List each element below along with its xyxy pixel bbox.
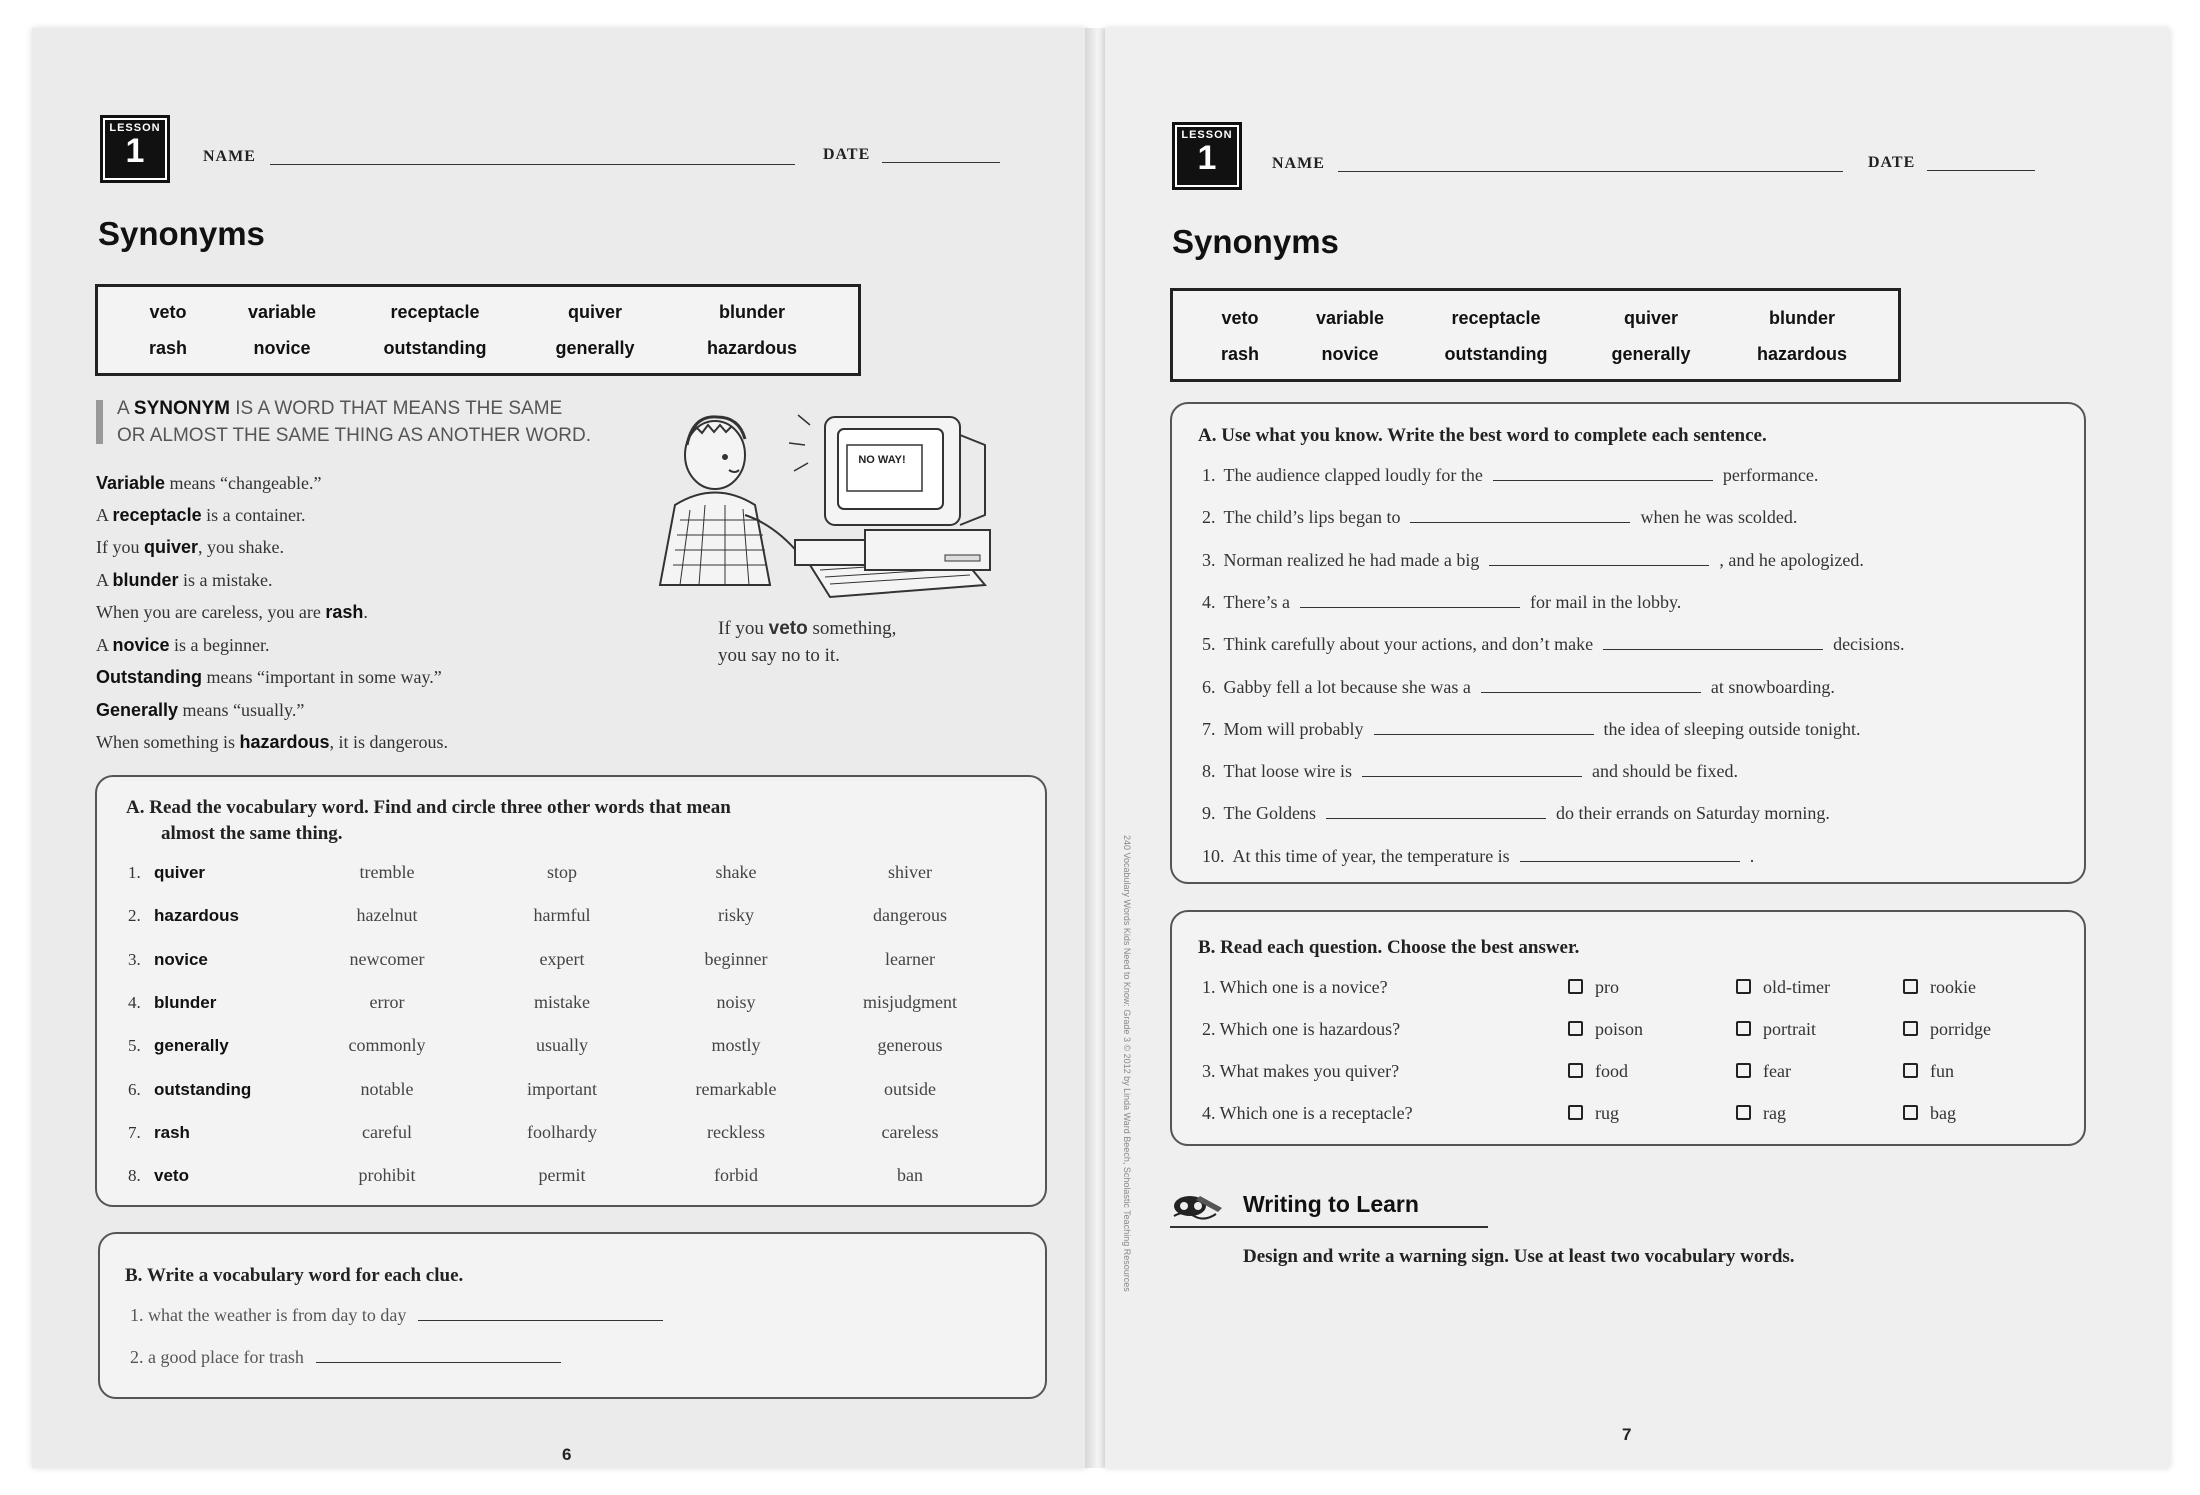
section-b-heading: B. Write a vocabulary word for each clue. <box>125 1265 464 1286</box>
definition-line: A receptacle is a container. <box>96 505 306 525</box>
circle-option[interactable]: remarkable <box>695 1078 777 1099</box>
row-number: 4. <box>128 992 141 1012</box>
answer-blank[interactable] <box>1520 847 1740 862</box>
circle-option[interactable]: careless <box>881 1121 939 1142</box>
circle-option[interactable]: beginner <box>704 948 768 969</box>
vocab-word: outstanding <box>383 338 487 358</box>
vocab-word: variable <box>1315 308 1385 328</box>
answer-choice[interactable]: fun <box>1903 1061 1954 1082</box>
answer-blank[interactable] <box>1300 593 1520 608</box>
page-title: Synonyms <box>1172 223 1339 260</box>
circle-option[interactable]: shake <box>715 862 757 882</box>
row-number: 3. <box>128 949 141 969</box>
lesson-badge <box>1172 122 1242 190</box>
circle-option[interactable]: harmful <box>533 905 591 926</box>
date-label: DATE <box>1868 154 1916 171</box>
circle-option[interactable]: stop <box>546 862 578 882</box>
synonym-definition: A SYNONYM IS A WORD THAT MEANS THE SAME OR ALMOST THE SAME THING AS ANOTHER WORD. <box>117 398 592 446</box>
answer-choice[interactable]: rookie <box>1903 977 1976 998</box>
name-label: NAME <box>203 148 256 165</box>
row-number: 6. <box>128 1079 141 1099</box>
answer-choice[interactable]: poison <box>1568 1019 1643 1040</box>
row-vocab-word: generally <box>154 1036 229 1056</box>
definition-line: When you are careless, you are rash. <box>96 602 368 622</box>
page-number: 6 <box>562 1445 572 1464</box>
date-line[interactable] <box>1927 170 2035 171</box>
answer-blank[interactable] <box>1326 804 1546 819</box>
vocab-word: hazardous <box>706 338 798 358</box>
question-text: 3. What makes you quiver? <box>1202 1061 1400 1081</box>
vocab-word: variable <box>247 302 317 322</box>
header-accent-bar <box>96 400 103 444</box>
circle-option[interactable]: reckless <box>707 1121 765 1142</box>
vocab-word: generally <box>1611 344 1691 364</box>
svg-text:NO WAY!: NO WAY! <box>858 454 906 466</box>
vocab-word: quiver <box>1623 308 1679 328</box>
vocab-word: quiver <box>567 302 623 322</box>
row-vocab-word: hazardous <box>154 906 240 926</box>
lesson-number: 1 <box>1197 139 1217 177</box>
circle-option[interactable]: forbid <box>714 1165 758 1186</box>
sentence-item: 1. The audience clapped loudly for the performance. <box>1202 465 1819 485</box>
book-gutter <box>1085 28 1107 1468</box>
answer-blank[interactable] <box>1481 678 1701 693</box>
checkbox-icon[interactable] <box>1736 1021 1751 1036</box>
vocab-word: novice <box>1321 344 1379 364</box>
section-a-heading: A. Use what you know. Write the best word to complete each sentence. <box>1198 425 1767 446</box>
circle-option[interactable]: dangerous <box>873 905 947 926</box>
writing-to-learn-title: Writing to Learn <box>1243 1191 1419 1217</box>
circle-option[interactable]: foolhardy <box>527 1121 597 1142</box>
row-number: 2. <box>128 906 141 926</box>
vocab-word: veto <box>1221 308 1259 328</box>
section-a-heading: A. Read the vocabulary word. Find and circle three other words that mean <box>126 797 731 818</box>
circle-option[interactable]: outside <box>884 1078 936 1099</box>
question-text: 2. Which one is hazardous? <box>1202 1019 1401 1039</box>
answer-choice[interactable]: porridge <box>1903 1019 1991 1040</box>
circle-option[interactable]: notable <box>360 1078 414 1099</box>
page-number: 7 <box>1622 1425 1632 1444</box>
lesson-number: 1 <box>125 132 145 170</box>
checkbox-icon[interactable] <box>1736 979 1751 994</box>
definition-line: Outstanding means “important in some way.” <box>96 667 442 687</box>
checkbox-icon[interactable] <box>1568 979 1583 994</box>
row-vocab-word: outstanding <box>154 1079 252 1099</box>
answer-blank[interactable] <box>316 1348 561 1363</box>
circle-option[interactable]: commonly <box>348 1035 426 1056</box>
circle-option[interactable]: newcomer <box>349 948 425 969</box>
circle-option[interactable]: ban <box>897 1165 923 1186</box>
sentence-item: 2. The child’s lips began to when he was scolded. <box>1202 507 1798 528</box>
circle-option[interactable]: mostly <box>711 1035 761 1056</box>
date-label: DATE <box>823 146 871 163</box>
row-vocab-word: rash <box>154 1122 190 1142</box>
sentence-item: 4. There’s a for mail in the lobby. <box>1202 591 1682 612</box>
page-title: Synonyms <box>98 215 265 252</box>
question-text: 1. Which one is a novice? <box>1202 977 1388 997</box>
circle-option[interactable]: usually <box>536 1035 588 1056</box>
circle-option[interactable]: generous <box>877 1035 943 1056</box>
vocabulary-word-box <box>95 284 861 376</box>
circle-option[interactable]: hazelnut <box>356 905 418 926</box>
answer-choice[interactable]: portrait <box>1736 1019 1816 1040</box>
definition-line: Variable means “changeable.” <box>96 473 322 493</box>
vocab-word: blunder <box>719 302 785 322</box>
name-line[interactable] <box>270 164 795 165</box>
circle-option[interactable]: risky <box>718 905 754 926</box>
circle-option[interactable]: shiver <box>888 862 932 882</box>
sentence-item: 5. Think carefully about your actions, and don’t make decisions. <box>1202 634 1905 655</box>
vocab-word: receptacle <box>1451 308 1541 328</box>
circle-option[interactable]: tremble <box>359 862 415 882</box>
circle-option[interactable]: careful <box>362 1121 412 1142</box>
section-b-heading: B. Read each question. Choose the best answer. <box>1198 937 1580 958</box>
illustration-caption: If you veto something, you say no to it. <box>718 618 897 666</box>
answer-choice[interactable]: rag <box>1736 1103 1786 1124</box>
sentence-item: 3. Norman realized he had made a big , and he apologized. <box>1202 549 1864 570</box>
definition-line: A blunder is a mistake. <box>96 570 273 590</box>
vocabulary-word-box <box>1170 288 1901 382</box>
circle-option[interactable]: learner <box>885 948 935 969</box>
clue-item: 2. a good place for trash <box>130 1347 567 1368</box>
row-vocab-word: blunder <box>154 992 217 1012</box>
definition-line: Generally means “usually.” <box>96 700 305 720</box>
answer-choice[interactable]: rug <box>1568 1103 1619 1124</box>
checkbox-icon[interactable] <box>1903 1021 1918 1036</box>
row-number: 1. <box>128 863 141 882</box>
definition-line: When something is hazardous, it is dangerous. <box>96 732 449 752</box>
checkbox-icon[interactable] <box>1903 1063 1918 1078</box>
name-line[interactable] <box>1338 171 1843 172</box>
row-vocab-word: quiver <box>154 863 206 882</box>
answer-blank[interactable] <box>1410 508 1630 523</box>
row-number: 8. <box>128 1166 141 1186</box>
answer-blank[interactable] <box>1493 466 1713 481</box>
question-text: 4. Which one is a receptacle? <box>1202 1103 1413 1123</box>
answer-blank[interactable] <box>1374 720 1594 735</box>
definition-line: If you quiver, you shake. <box>96 537 285 557</box>
sentence-item: 6. Gabby fell a lot because she was a at snowboarding. <box>1202 676 1835 697</box>
sentence-item: 9. The Goldens do their errands on Saturday morning. <box>1202 803 1830 824</box>
vocab-word: rash <box>148 338 188 358</box>
circle-option[interactable]: misjudgment <box>863 991 957 1012</box>
vocab-word: receptacle <box>390 302 480 322</box>
writing-prompt: Design and write a warning sign. Use at least two vocabulary words. <box>1243 1246 1795 1267</box>
circle-option[interactable]: expert <box>539 948 585 969</box>
checkbox-icon[interactable] <box>1736 1105 1751 1120</box>
circle-option[interactable]: noisy <box>716 991 756 1012</box>
vocab-word: rash <box>1220 344 1260 364</box>
row-number: 5. <box>128 1036 141 1056</box>
lesson-badge <box>100 115 170 183</box>
lesson-label: LESSON <box>1181 129 1233 141</box>
name-label: NAME <box>1272 155 1325 172</box>
checkbox-icon[interactable] <box>1903 979 1918 994</box>
vocab-word: novice <box>253 338 311 358</box>
vocab-word: veto <box>149 302 187 322</box>
circle-option[interactable]: important <box>527 1078 597 1099</box>
copyright-vertical: 240 Vocabulary Words Kids Need to Know: Grade 3 © 2012 by Linda Ward Beech, Scholastic Teaching Resources <box>1122 835 1132 1292</box>
circle-option[interactable]: permit <box>538 1165 586 1186</box>
answer-choice[interactable]: old-timer <box>1736 977 1830 998</box>
section-a-heading-cont: almost the same thing. <box>161 823 343 844</box>
checkbox-icon[interactable] <box>1568 1021 1583 1036</box>
row-number: 7. <box>128 1122 141 1142</box>
vocab-word: generally <box>555 338 635 358</box>
answer-choice[interactable]: pro <box>1568 977 1619 998</box>
checkbox-icon[interactable] <box>1568 1063 1583 1078</box>
definition-line: A novice is a beginner. <box>96 635 270 655</box>
checkbox-icon[interactable] <box>1903 1105 1918 1120</box>
circle-option[interactable]: mistake <box>534 991 590 1012</box>
lesson-label: LESSON <box>109 122 161 134</box>
sentence-item: 8. That loose wire is and should be fixed. <box>1202 761 1738 782</box>
answer-blank[interactable] <box>1603 635 1823 650</box>
illustration-boy-computer <box>645 405 1015 610</box>
vocab-word: hazardous <box>1756 344 1848 364</box>
writing-pen-icon <box>1170 1188 1226 1222</box>
clue-item: 1. what the weather is from day to day <box>130 1305 669 1326</box>
vocab-word: blunder <box>1769 308 1835 328</box>
checkbox-icon[interactable] <box>1736 1063 1751 1078</box>
circle-option[interactable]: error <box>369 991 405 1012</box>
date-line[interactable] <box>882 162 1000 163</box>
row-vocab-word: veto <box>154 1166 189 1186</box>
answer-choice[interactable]: food <box>1568 1061 1628 1082</box>
writing-title-underline <box>1170 1226 1488 1228</box>
sentence-item: 7. Mom will probably the idea of sleeping outside tonight. <box>1202 718 1861 739</box>
vocab-word: outstanding <box>1444 344 1548 364</box>
sentence-item: 10. At this time of year, the temperature is . <box>1202 845 1755 866</box>
circle-option[interactable]: prohibit <box>358 1165 416 1186</box>
answer-choice[interactable]: fear <box>1736 1061 1791 1082</box>
checkbox-icon[interactable] <box>1568 1105 1583 1120</box>
answer-blank[interactable] <box>1489 551 1709 566</box>
answer-choice[interactable]: bag <box>1903 1103 1956 1124</box>
answer-blank[interactable] <box>418 1306 663 1321</box>
answer-blank[interactable] <box>1362 762 1582 777</box>
row-vocab-word: novice <box>154 949 208 969</box>
